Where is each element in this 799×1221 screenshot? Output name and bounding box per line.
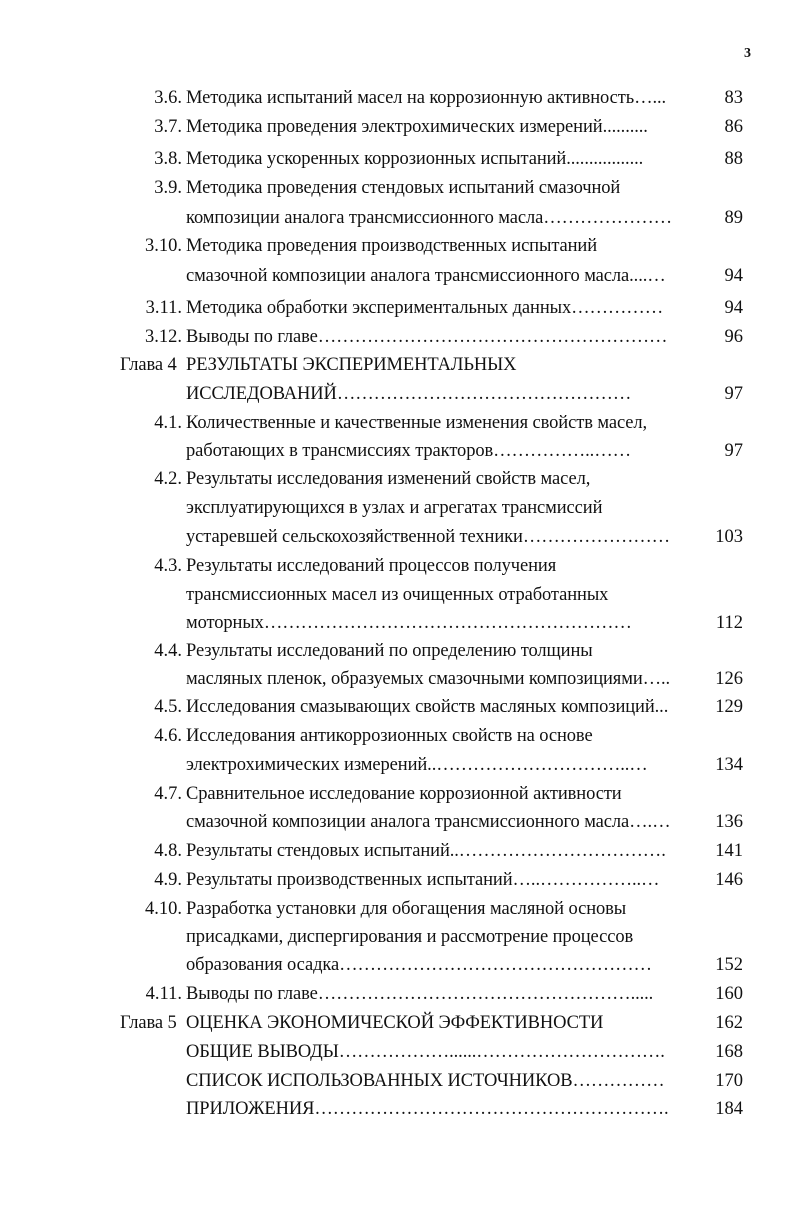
toc-entry-title: Выводы по главе………………………………………………… [186,327,668,347]
page-number: 3 [744,46,751,61]
toc-entry-number: 4.2. [154,469,182,489]
toc-entry-number: 4.9. [154,870,182,890]
toc-entry-page: 112 [715,613,743,633]
toc-chapter-number: Глава 5 [120,1013,177,1033]
toc-entry-number: 4.8. [154,841,182,861]
toc-chapter-title: ИССЛЕДОВАНИЙ………………………………………… [186,384,632,404]
toc-entry-title: Результаты исследования изменений свойств масел, [186,469,591,489]
toc-section-title: СПИСОК ИСПОЛЬЗОВАННЫХ ИСТОЧНИКОВ…………… [186,1071,665,1091]
toc-entry-page: 83 [724,88,743,108]
toc-entry-title: моторных…………………………………………………… [186,613,632,633]
toc-entry-title: Результаты исследований процессов получения [186,556,557,576]
toc-entry-page: 170 [715,1071,743,1091]
toc-entry-number: 3.10. [145,236,182,256]
toc-entry-title: Методика проведения стендовых испытаний смазочной [186,178,621,198]
toc-entry-number: 3.12. [145,327,182,347]
toc-entry-page: 168 [715,1042,743,1062]
toc-entry-number: 4.11. [145,984,182,1004]
toc-entry-number: 3.7. [154,117,182,137]
toc-entry-page: 146 [715,870,743,890]
toc-entry-title: Методика обработки экспериментальных данных…………… [186,298,664,318]
toc-entry-title: Методика проведения электрохимических измерений.......... [186,117,648,137]
toc-entry-page: 134 [715,755,743,775]
toc-entry-page: 103 [715,527,743,547]
toc-entry-title: Исследования антикоррозионных свойств на основе [186,726,593,746]
toc-entry-title: смазочной композиции аналога трансмиссионного масла....… [186,266,666,286]
toc-entry-page: 126 [715,669,743,689]
toc-section-title: ОБЩИЕ ВЫВОДЫ………………......…………………………. [186,1042,665,1062]
toc-entry-number: 3.6. [154,88,182,108]
toc-entry-title: присадками, диспергирования и рассмотрение процессов [186,927,634,947]
toc-entry-page: 94 [724,298,743,318]
toc-entry-number: 3.11. [145,298,182,318]
toc-entry-title: трансмиссионных масел из очищенных отработанных [186,585,609,605]
toc-entry-page: 97 [724,441,743,461]
toc-entry-title: Результаты производственных испытаний…..……………..… [186,870,660,890]
toc-entry-number: 4.5. [154,697,182,717]
toc-entry-title: Методика ускоренных коррозионных испытаний................. [186,149,644,169]
toc-entry-title: Количественные и качественные изменения свойств масел, [186,413,648,433]
toc-entry-title: смазочной композиции аналога трансмиссионного масла….… [186,812,671,832]
toc-entry-page: 129 [715,697,743,717]
toc-entry-page: 141 [715,841,743,861]
toc-entry-page: 89 [724,208,743,228]
toc-entry-title: работающих в трансмиссиях тракторов……………..…… [186,441,631,461]
toc-entry-page: 162 [715,1013,743,1033]
toc-entry-title: Методика проведения производственных испытаний [186,236,598,256]
toc-entry-title: масляных пленок, образуемых смазочными композициями….. [186,669,671,689]
toc-entry-page: 136 [715,812,743,832]
toc-entry-title: Методика испытаний масел на коррозионную активность…... [186,88,667,108]
toc-entry-title: устаревшей сельскохозяйственной техники…………………… [186,527,671,547]
toc-entry-title: Результаты исследований по определению толщины [186,641,593,661]
toc-entry-number: 3.8. [154,149,182,169]
toc-entry-page: 97 [724,384,743,404]
toc-entry-page: 160 [715,984,743,1004]
toc-entry-title: Исследования смазывающих свойств масляных композиций... [186,697,669,717]
toc-entry-title: Выводы по главе……………………………………………..... [186,984,654,1004]
toc-entry-title: Сравнительное исследование коррозионной активности [186,784,622,804]
toc-entry-page: 86 [724,117,743,137]
toc-entry-page: 152 [715,955,743,975]
toc-entry-number: 4.1. [154,413,182,433]
toc-entry-page: 94 [724,266,743,286]
toc-chapter-number: Глава 4 [120,355,177,375]
toc-chapter-title: ОЦЕНКА ЭКОНОМИЧЕСКОЙ ЭФФЕКТИВНОСТИ [186,1013,604,1033]
toc-entry-title: композиции аналога трансмиссионного масла………………… [186,208,672,228]
toc-entry-title: электрохимических измерений..…………………………..… [186,755,648,775]
toc-section-title: ПРИЛОЖЕНИЯ…………………………………………………. [186,1099,669,1119]
toc-entry-number: 3.9. [154,178,182,198]
toc-entry-number: 4.3. [154,556,182,576]
toc-entry-number: 4.4. [154,641,182,661]
toc-entry-title: Разработка установки для обогащения масляной основы [186,899,627,919]
toc-entry-number: 4.10. [145,899,182,919]
toc-chapter-title: РЕЗУЛЬТАТЫ ЭКСПЕРИМЕНТАЛЬНЫХ [186,355,517,375]
toc-entry-number: 4.7. [154,784,182,804]
toc-entry-title: образования осадка…………………………………………… [186,955,652,975]
toc-entry-page: 88 [724,149,743,169]
toc-entry-title: Результаты стендовых испытаний..……………………………. [186,841,666,861]
toc-entry-page: 184 [715,1099,743,1119]
toc-entry-title: эксплуатирующихся в узлах и агрегатах трансмиссий [186,498,603,518]
toc-entry-number: 4.6. [154,726,182,746]
toc-entry-page: 96 [724,327,743,347]
